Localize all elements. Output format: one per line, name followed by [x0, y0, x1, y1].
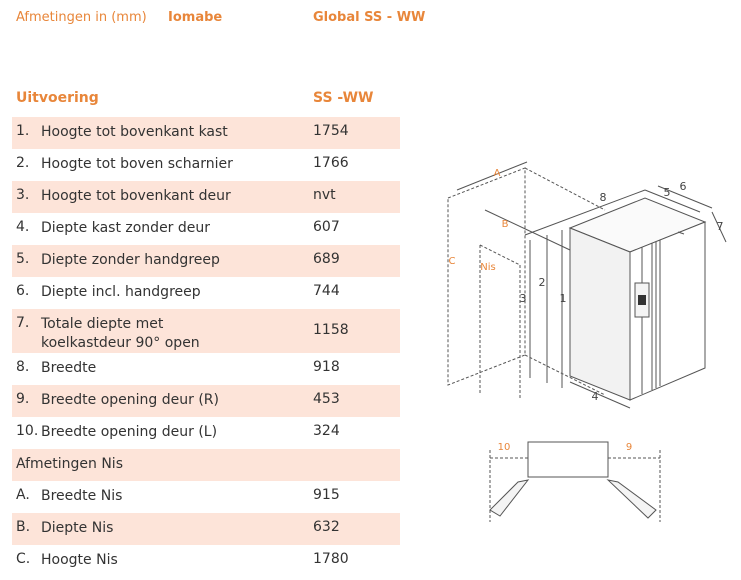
row-index: 7.: [16, 315, 30, 331]
table-row: [12, 417, 400, 449]
row-label-line: koelkastdeur 90° open: [41, 335, 200, 351]
table-row: [12, 545, 400, 577]
dim-line-B: [485, 210, 570, 250]
row-label: Hoogte Nis: [41, 552, 118, 568]
row-label: Diepte zonder handgreep: [41, 252, 220, 268]
table-row: [12, 513, 400, 545]
row-label: Hoogte tot bovenkant deur: [41, 188, 231, 204]
row-label: Breedte opening deur (R): [41, 392, 219, 408]
row-index: 2.: [16, 155, 30, 171]
section-heading-variant: SS -WW: [313, 90, 374, 106]
label-7: 7: [716, 220, 724, 233]
label-9: 9: [625, 442, 633, 453]
table-row: [12, 245, 400, 277]
label-A: A: [493, 168, 501, 179]
table-row: [12, 277, 400, 309]
right-door-open: [608, 480, 656, 518]
row-value: 744: [313, 283, 340, 299]
fridge-dimension-diagram: [430, 150, 735, 415]
fridge-body: [570, 198, 705, 400]
row-value: 915: [313, 487, 340, 503]
row-index: 8.: [16, 359, 30, 375]
row-value: 324: [313, 423, 340, 439]
row-value: 453: [313, 391, 340, 407]
label-4: 4: [591, 390, 599, 403]
row-label-line: Totale diepte met: [41, 316, 164, 332]
row-label: [41, 315, 200, 353]
row-value: 1754: [313, 123, 349, 139]
row-index: 9.: [16, 391, 30, 407]
table-row: [12, 309, 400, 353]
label-3: 3: [519, 292, 527, 305]
row-index: B.: [16, 519, 31, 535]
label-10: 10: [497, 442, 511, 453]
dimensions-table: [12, 117, 400, 577]
row-index: 3.: [16, 187, 30, 203]
row-index: 6.: [16, 283, 30, 299]
row-value: 1780: [313, 551, 349, 567]
table-row: [12, 353, 400, 385]
table-row: [12, 385, 400, 417]
row-index: 4.: [16, 219, 30, 235]
row-value: 632: [313, 519, 340, 535]
label-nis: Nis: [480, 262, 496, 273]
label-1: 1: [559, 292, 567, 305]
row-value: 607: [313, 219, 340, 235]
table-row: [12, 149, 400, 181]
left-door-open: [490, 480, 528, 516]
row-label: Diepte Nis: [41, 520, 114, 536]
row-label: Diepte kast zonder deur: [41, 220, 211, 236]
table-row: [12, 181, 400, 213]
model-name: Global SS - WW: [313, 10, 426, 25]
table-row: [12, 213, 400, 245]
row-value: nvt: [313, 187, 336, 203]
row-label: Hoogte tot boven scharnier: [41, 156, 233, 172]
row-label: Breedte Nis: [41, 488, 123, 504]
label-8: 8: [599, 191, 607, 204]
row-value: 918: [313, 359, 340, 375]
table-subheading-row: [12, 449, 400, 481]
label-C: C: [448, 256, 456, 267]
row-value: 1766: [313, 155, 349, 171]
label-B: B: [501, 219, 509, 230]
section-heading-uitvoering: Uitvoering: [16, 90, 99, 106]
brand-name: Iomabe: [168, 10, 223, 25]
table-row: [12, 117, 400, 149]
row-index: C.: [16, 551, 31, 567]
label-5: 5: [663, 186, 671, 199]
dimensions-title: Afmetingen in (mm): [16, 10, 147, 25]
row-index: 5.: [16, 251, 30, 267]
dim-line-A: [457, 162, 527, 190]
door-opening-top-view-diagram: [480, 432, 670, 527]
row-index: 10.: [16, 423, 39, 439]
label-6: 6: [679, 180, 687, 193]
row-label: Diepte incl. handgreep: [41, 284, 201, 300]
row-label: Breedte opening deur (L): [41, 424, 218, 440]
label-2: 2: [538, 276, 546, 289]
row-index: A.: [16, 487, 30, 503]
subheading-label: Afmetingen Nis: [16, 456, 123, 472]
row-value: 1158: [313, 322, 349, 338]
row-value: 689: [313, 251, 340, 267]
table-row: [12, 481, 400, 513]
row-label: Hoogte tot bovenkant kast: [41, 124, 228, 140]
row-index: 1.: [16, 123, 30, 139]
row-label: Breedte: [41, 360, 97, 376]
